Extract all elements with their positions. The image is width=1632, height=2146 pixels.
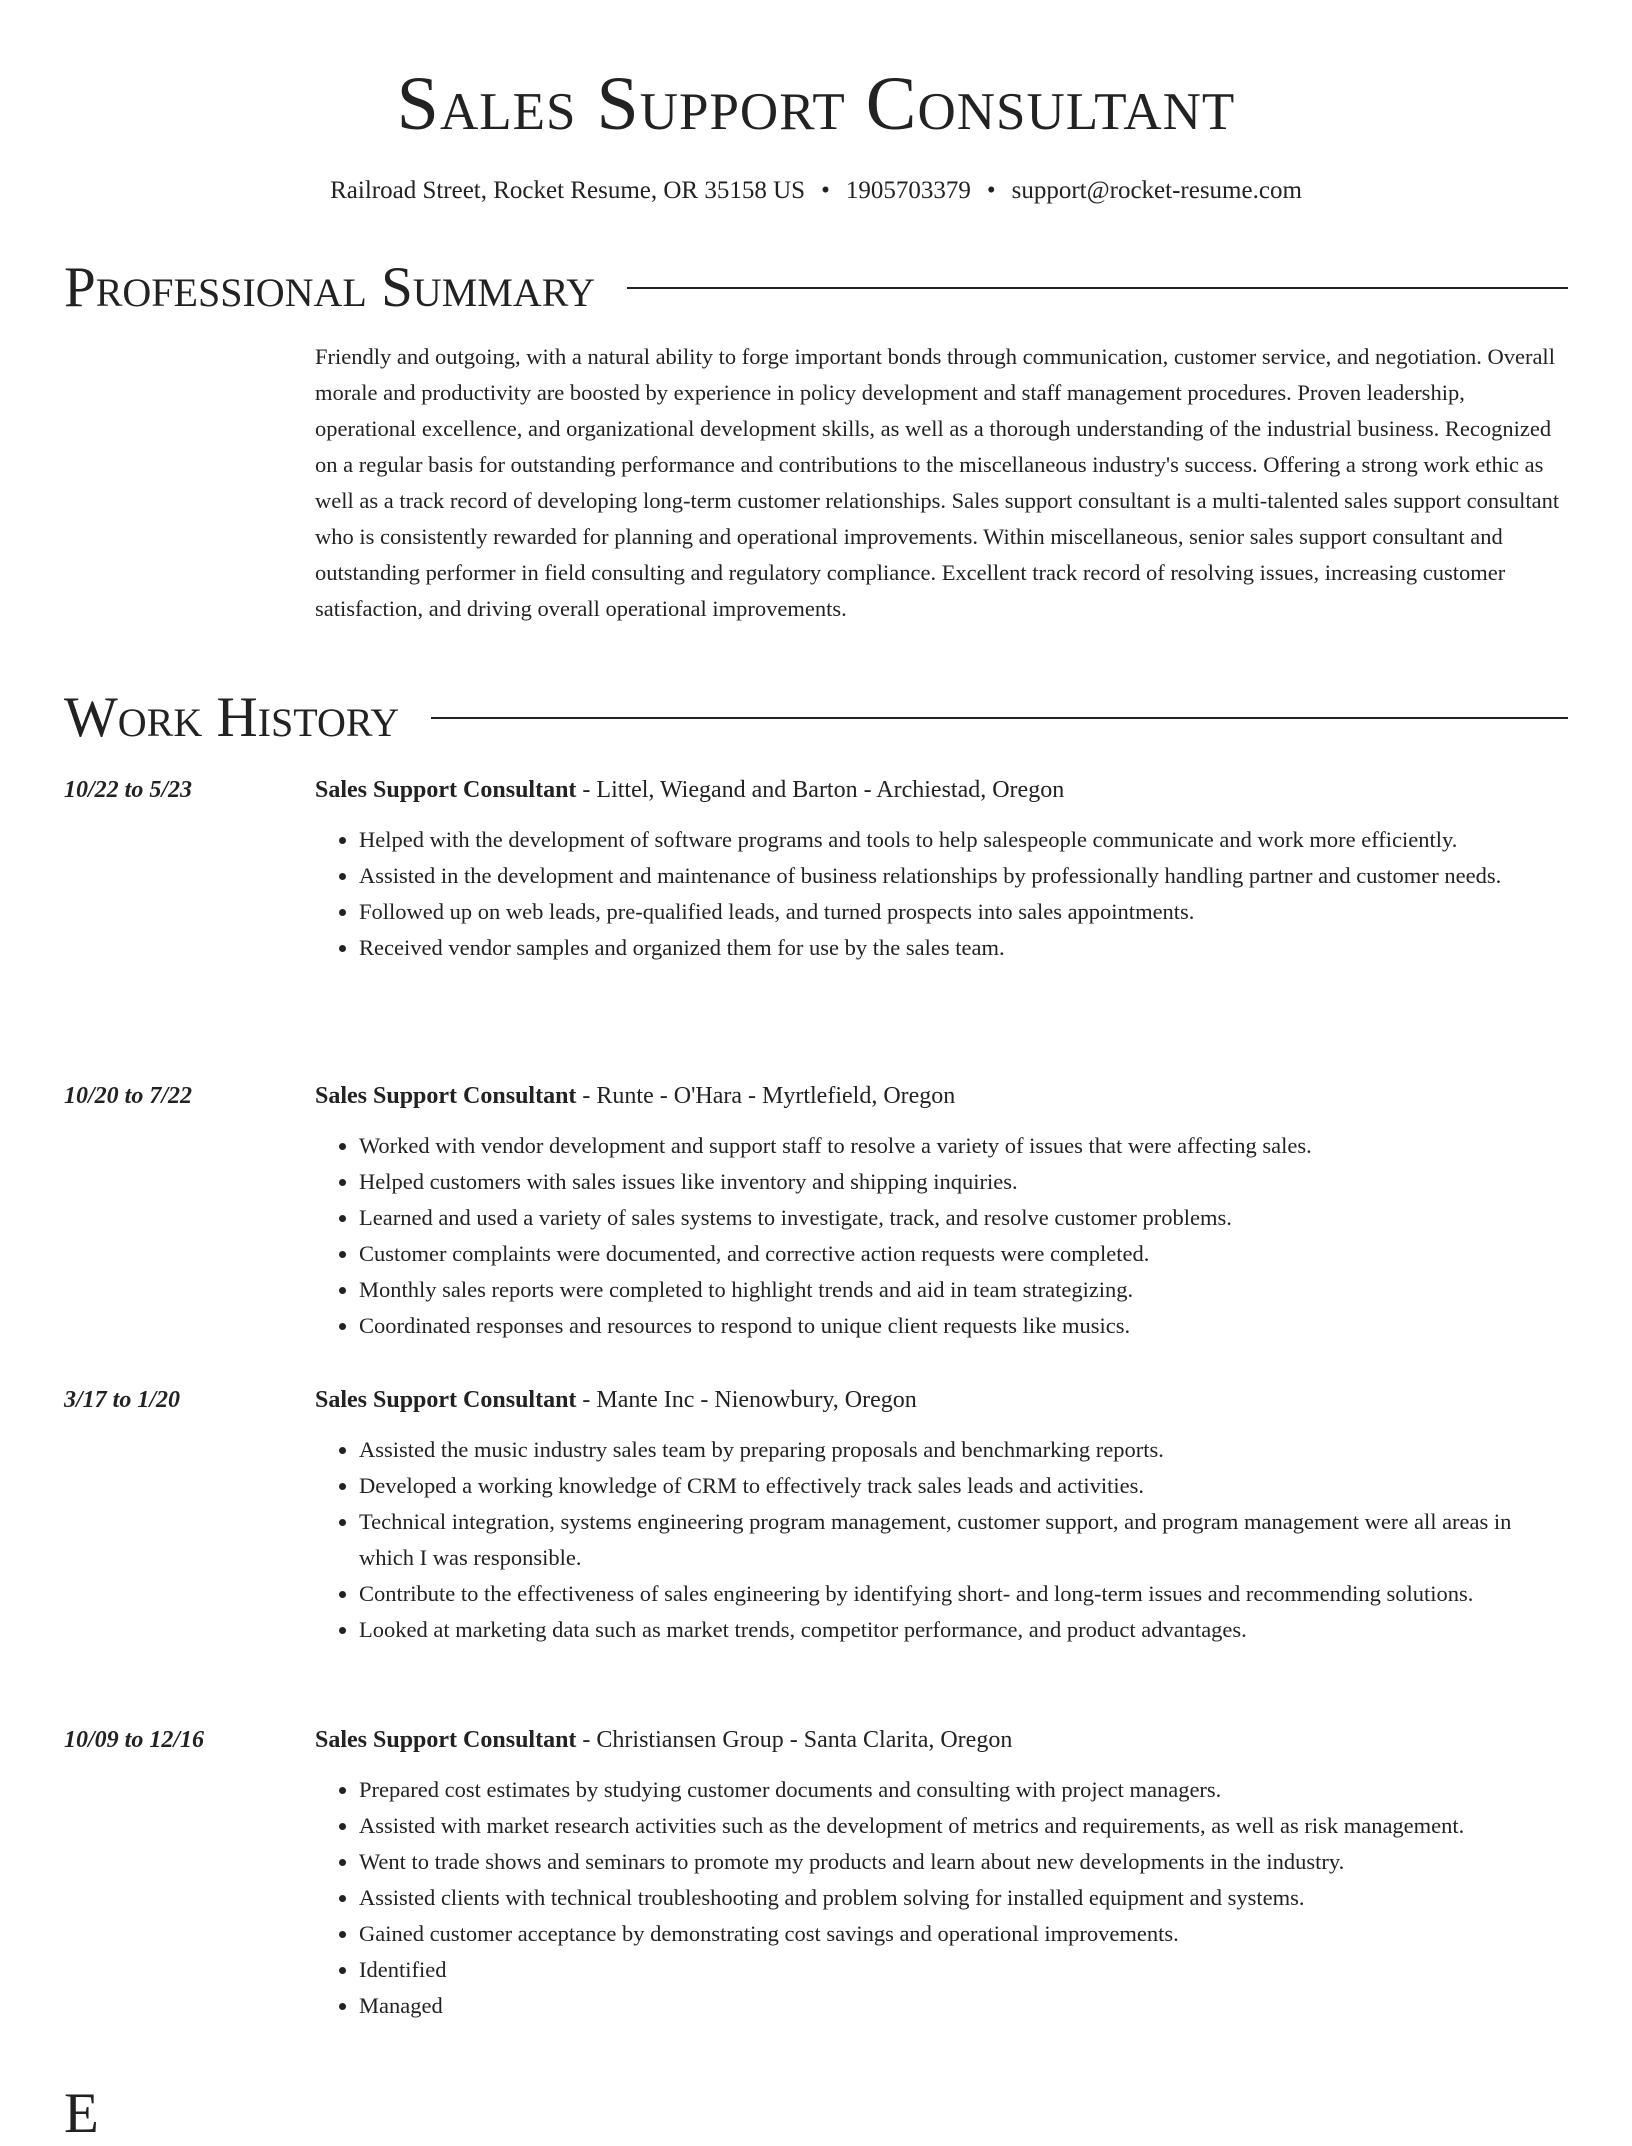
list-item: • Prepared cost estimates by studying customer documents and consulting with project managers.: [359, 1772, 1568, 1808]
list-item: • Managed: [359, 1988, 1568, 2024]
list-item: • Customer complaints were documented, and corrective action requests were completed.: [359, 1236, 1568, 1272]
job-dates: 10/09 to 12/16: [64, 1727, 205, 1753]
job-bullets: [315, 1432, 1568, 1648]
job-heading: [315, 1382, 917, 1418]
list-item: • Followed up on web leads, pre-qualified leads, and turned prospects into sales appointments.: [359, 894, 1568, 930]
list-item: • Helped customers with sales issues like inventory and shipping inquiries.: [359, 1164, 1568, 1200]
contact-separator: •: [821, 177, 830, 204]
work-section-header: [64, 686, 1568, 750]
job-heading: [315, 772, 1064, 808]
list-item: • Learned and used a variety of sales systems to investigate, track, and resolve customer problems.: [359, 1200, 1568, 1236]
job-bullets: [315, 1772, 1568, 2024]
job-title: Sales Support Consultant: [315, 1083, 577, 1109]
job-bullets: [315, 1128, 1568, 1344]
contact-line: [0, 175, 1632, 207]
list-item: • Assisted with market research activities such as the development of metrics and requirements, as well as risk management.: [359, 1808, 1568, 1844]
list-item: • Assisted the music industry sales team by preparing proposals and benchmarking reports.: [359, 1432, 1568, 1468]
contact-address: Railroad Street, Rocket Resume, OR 35158 US: [330, 177, 806, 204]
contact-email: support@rocket-resume.com: [1011, 177, 1302, 204]
job-title: Sales Support Consultant: [315, 1387, 577, 1413]
job-dates: 10/20 to 7/22: [64, 1083, 193, 1109]
job-heading: [315, 1722, 1012, 1758]
job-details: - Littel, Wiegand and Barton - Archiestad, Oregon: [576, 777, 1065, 803]
job-title: Sales Support Consultant: [315, 777, 577, 803]
list-item: • Worked with vendor development and support staff to resolve a variety of issues that were affecting sales.: [359, 1128, 1568, 1164]
list-item: • Identified: [359, 1952, 1568, 1988]
job-bullets: [315, 822, 1568, 966]
summary-text: Friendly and outgoing, with a natural ability to forge important bonds through communication, customer service, and negotiation. Overall morale and productivity are boosted by experience in policy development and staff management procedures. Proven leadership, operational excellence, and organizational development skills, as well as a thorough understanding of the industrial business. Recognized on a regular basis for outstanding performance and contributions to the miscellaneous industry's success. Offering a strong work ethic as well as a track record of developing long-term customer relationships. Sales support consultant is a multi-talented sales support consultant who is consistently rewarded for planning and operational improvements. Within miscellaneous, senior sales support consultant and outstanding performer in field consulting and regulatory compliance. Excellent track record of resolving issues, increasing customer satisfaction, and driving overall operational improvements.: [315, 344, 1560, 621]
list-item: • Received vendor samples and organized them for use by the sales team.: [359, 930, 1568, 966]
list-item: • Developed a working knowledge of CRM to effectively track sales leads and activities.: [359, 1468, 1568, 1504]
summary-heading: Professional Summary: [64, 256, 596, 319]
next-section-heading-partial: E: [64, 2082, 99, 2145]
list-item: • Technical integration, systems engineering program management, customer support, and program management were all areas in which I was responsible.: [359, 1504, 1568, 1576]
job-details: - Mante Inc - Nienowbury, Oregon: [576, 1387, 917, 1413]
contact-separator: •: [986, 177, 996, 204]
job-title: Sales Support Consultant: [315, 1727, 577, 1753]
job-dates: 3/17 to 1/20: [64, 1387, 181, 1413]
list-item: • Monthly sales reports were completed to highlight trends and aid in team strategizing.: [359, 1272, 1568, 1308]
section-divider: [627, 287, 1568, 289]
list-item: • Helped with the development of software programs and tools to help salespeople communicate and work more efficiently.: [359, 822, 1568, 858]
list-item: • Assisted clients with technical troubleshooting and problem solving for installed equipment and systems.: [359, 1880, 1568, 1916]
list-item: • Contribute to the effectiveness of sales engineering by identifying short- and long-term issues and recommending solutions.: [359, 1576, 1568, 1612]
work-heading: Work History: [64, 686, 400, 749]
resume-name: Sales Support Consultant: [396, 62, 1236, 146]
job-dates: 10/22 to 5/23: [64, 777, 193, 803]
job-details: - Runte - O'Hara - Myrtlefield, Oregon: [576, 1083, 956, 1109]
list-item: • Coordinated responses and resources to respond to unique client requests like musics.: [359, 1308, 1568, 1344]
section-divider: [431, 717, 1568, 719]
list-item: • Went to trade shows and seminars to promote my products and learn about new developments in the industry.: [359, 1844, 1568, 1880]
list-item: • Looked at marketing data such as market trends, competitor performance, and product advantages.: [359, 1612, 1568, 1648]
job-heading: [315, 1078, 955, 1114]
list-item: • Assisted in the development and maintenance of business relationships by professionally handling partner and customer needs.: [359, 858, 1568, 894]
job-details: - Christiansen Group - Santa Clarita, Oregon: [576, 1727, 1013, 1753]
contact-phone: 1905703379: [845, 177, 971, 204]
summary-section-header: [64, 256, 1568, 320]
list-item: • Gained customer acceptance by demonstrating cost savings and operational improvements.: [359, 1916, 1568, 1952]
